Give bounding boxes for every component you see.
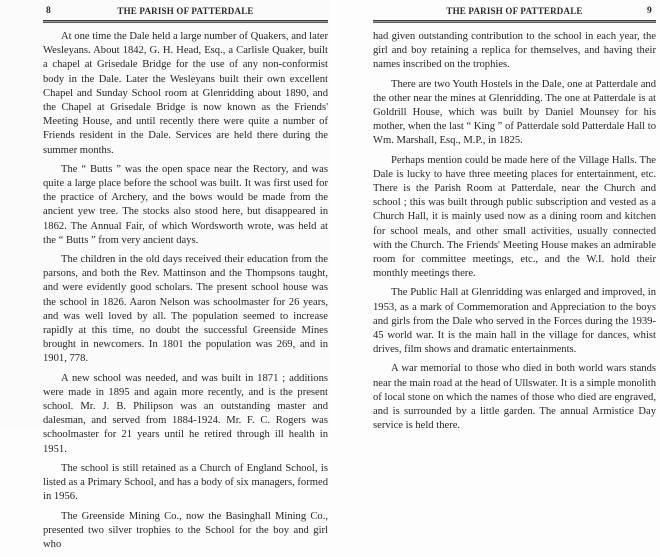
left-page — [0, 0, 330, 550]
running-head-title-right: THE PARISH OF PATTERDALE — [446, 6, 583, 16]
page-number-left: 8 — [46, 6, 51, 16]
header-rule-right — [373, 20, 656, 23]
left-page-body — [43, 30, 328, 557]
running-head-title-left: THE PARISH OF PATTERDALE — [117, 6, 254, 16]
paragraph-mining-trophies: The Greenside Mining Co., now the Basinghall Mining Co., presented two silver trophies to the School for the boy and girl who — [43, 510, 328, 550]
paragraph-church-school: The school is still retained as a Church of England School, is listed as a Primary School, and has a body of six managers, formed in 1956. — [43, 462, 328, 503]
paragraph-village-halls: Perhaps mention could be made here of the Village Halls. The Dale is lucky to have three meeting places for entertainment, etc. There is the Parish Room at Patterdale, near the Church and school ; this was built through public subscription and vested as a Church Hall, it is mainly used now as a dining room and kitchen for school meals, and other small activities, usually connected with the Church. The Friends' Meeting House makes an admirable room for committee meetings, etc., and the W.I. hold their monthly meetings there. — [373, 154, 656, 280]
right-page — [330, 0, 660, 430]
paragraph-new-school: A new school was needed, and was built in 1871 ; additions were made in 1895 and again more recently, and is the present school. Mr. J. B. Philipson was an outstanding master and dalesman, and served from 1884-1924. Mr. F. C. Rogers was schoolmaster for 21 years until he retired through ill health in 1951. — [43, 372, 328, 455]
running-head-right — [373, 4, 656, 18]
paragraph-war-memorial: A war memorial to those who died in both world wars stands near the main road at the head of Ullswater. It is a simple monolith of local stone on which the names of those who died are engraved, and is surrounded by a little garden. The annual Armistice Day service is held there. — [373, 363, 657, 432]
paragraph-public-hall: The Public Hall at Glenridding was enlarged and improved, in 1953, as a mark of Commemoration and Appreciation to the boys and girls from the Dale who served in the Forces during the 1939-45 world war. It is the main hall in the village for dances, whist drives, film shows and dramatic entertainments. — [373, 287, 656, 356]
right-page-body — [373, 30, 656, 438]
paragraph-education: The children in the old days received their education from the parsons, and both the Rev. Mattinson and the Thompsons taught, and were evidently good scholars. The present school house was the school in 1826. Aaron Nelson was schoolmaster for 26 years, and was well loved by all. The population seemed to increase rapidly at this time, no doubt the successful Greenside Mines brought in newcomers. In 1801 the population was 269, and in 1901, 778. — [43, 254, 328, 365]
paragraph-quakers: At one time the Dale held a large number of Quakers, and later Wesleyans. About 1842, G. H. Head, Esq., a Carlisle Quaker, built a chapel at Grisedale Bridge for the use of any non-conformist body in the Dale. Later the Wesleyans built their own excellent Chapel and Sunday School room at Glenridding about 1890, and the Chapel at Grisedale Bridge is now known as the Friends' Meeting House, and until recently there were quite a number of Friends resident in the Dale. Services are held there during the summer months. — [43, 31, 328, 156]
paragraph-trophies-continued: had given outstanding contribution to the school in each year, the girl and boy retaining a replica for themselves, and having their names inscribed on the trophies. — [373, 31, 656, 71]
page-number-right: 9 — [647, 6, 652, 16]
paragraph-butts: The “ Butts ” was the open space near the Rectory, and was quite a large place before the school was built. It was first used for the practice of Archery, and the bows would be made from the ancient yew tree. The stocks also stood here, but disappeared in 1862. The Annual Fair, of which Wordsworth wrote, was held at the “ Butts ” from very ancient days. — [43, 163, 328, 246]
header-rule-left — [43, 20, 328, 23]
paragraph-youth-hostels: There are two Youth Hostels in the Dale, one at Patterdale and the other near the mines at Glenridding. The one at Patterdale is at Goldrill House, which was built by Daniel Mounsey for his mother, when the last “ King ” of Patterdale sold Patterdale Hall to Wm. Marshall, Esq., M.P., in 1825. — [373, 78, 656, 147]
running-head-left — [43, 4, 328, 18]
